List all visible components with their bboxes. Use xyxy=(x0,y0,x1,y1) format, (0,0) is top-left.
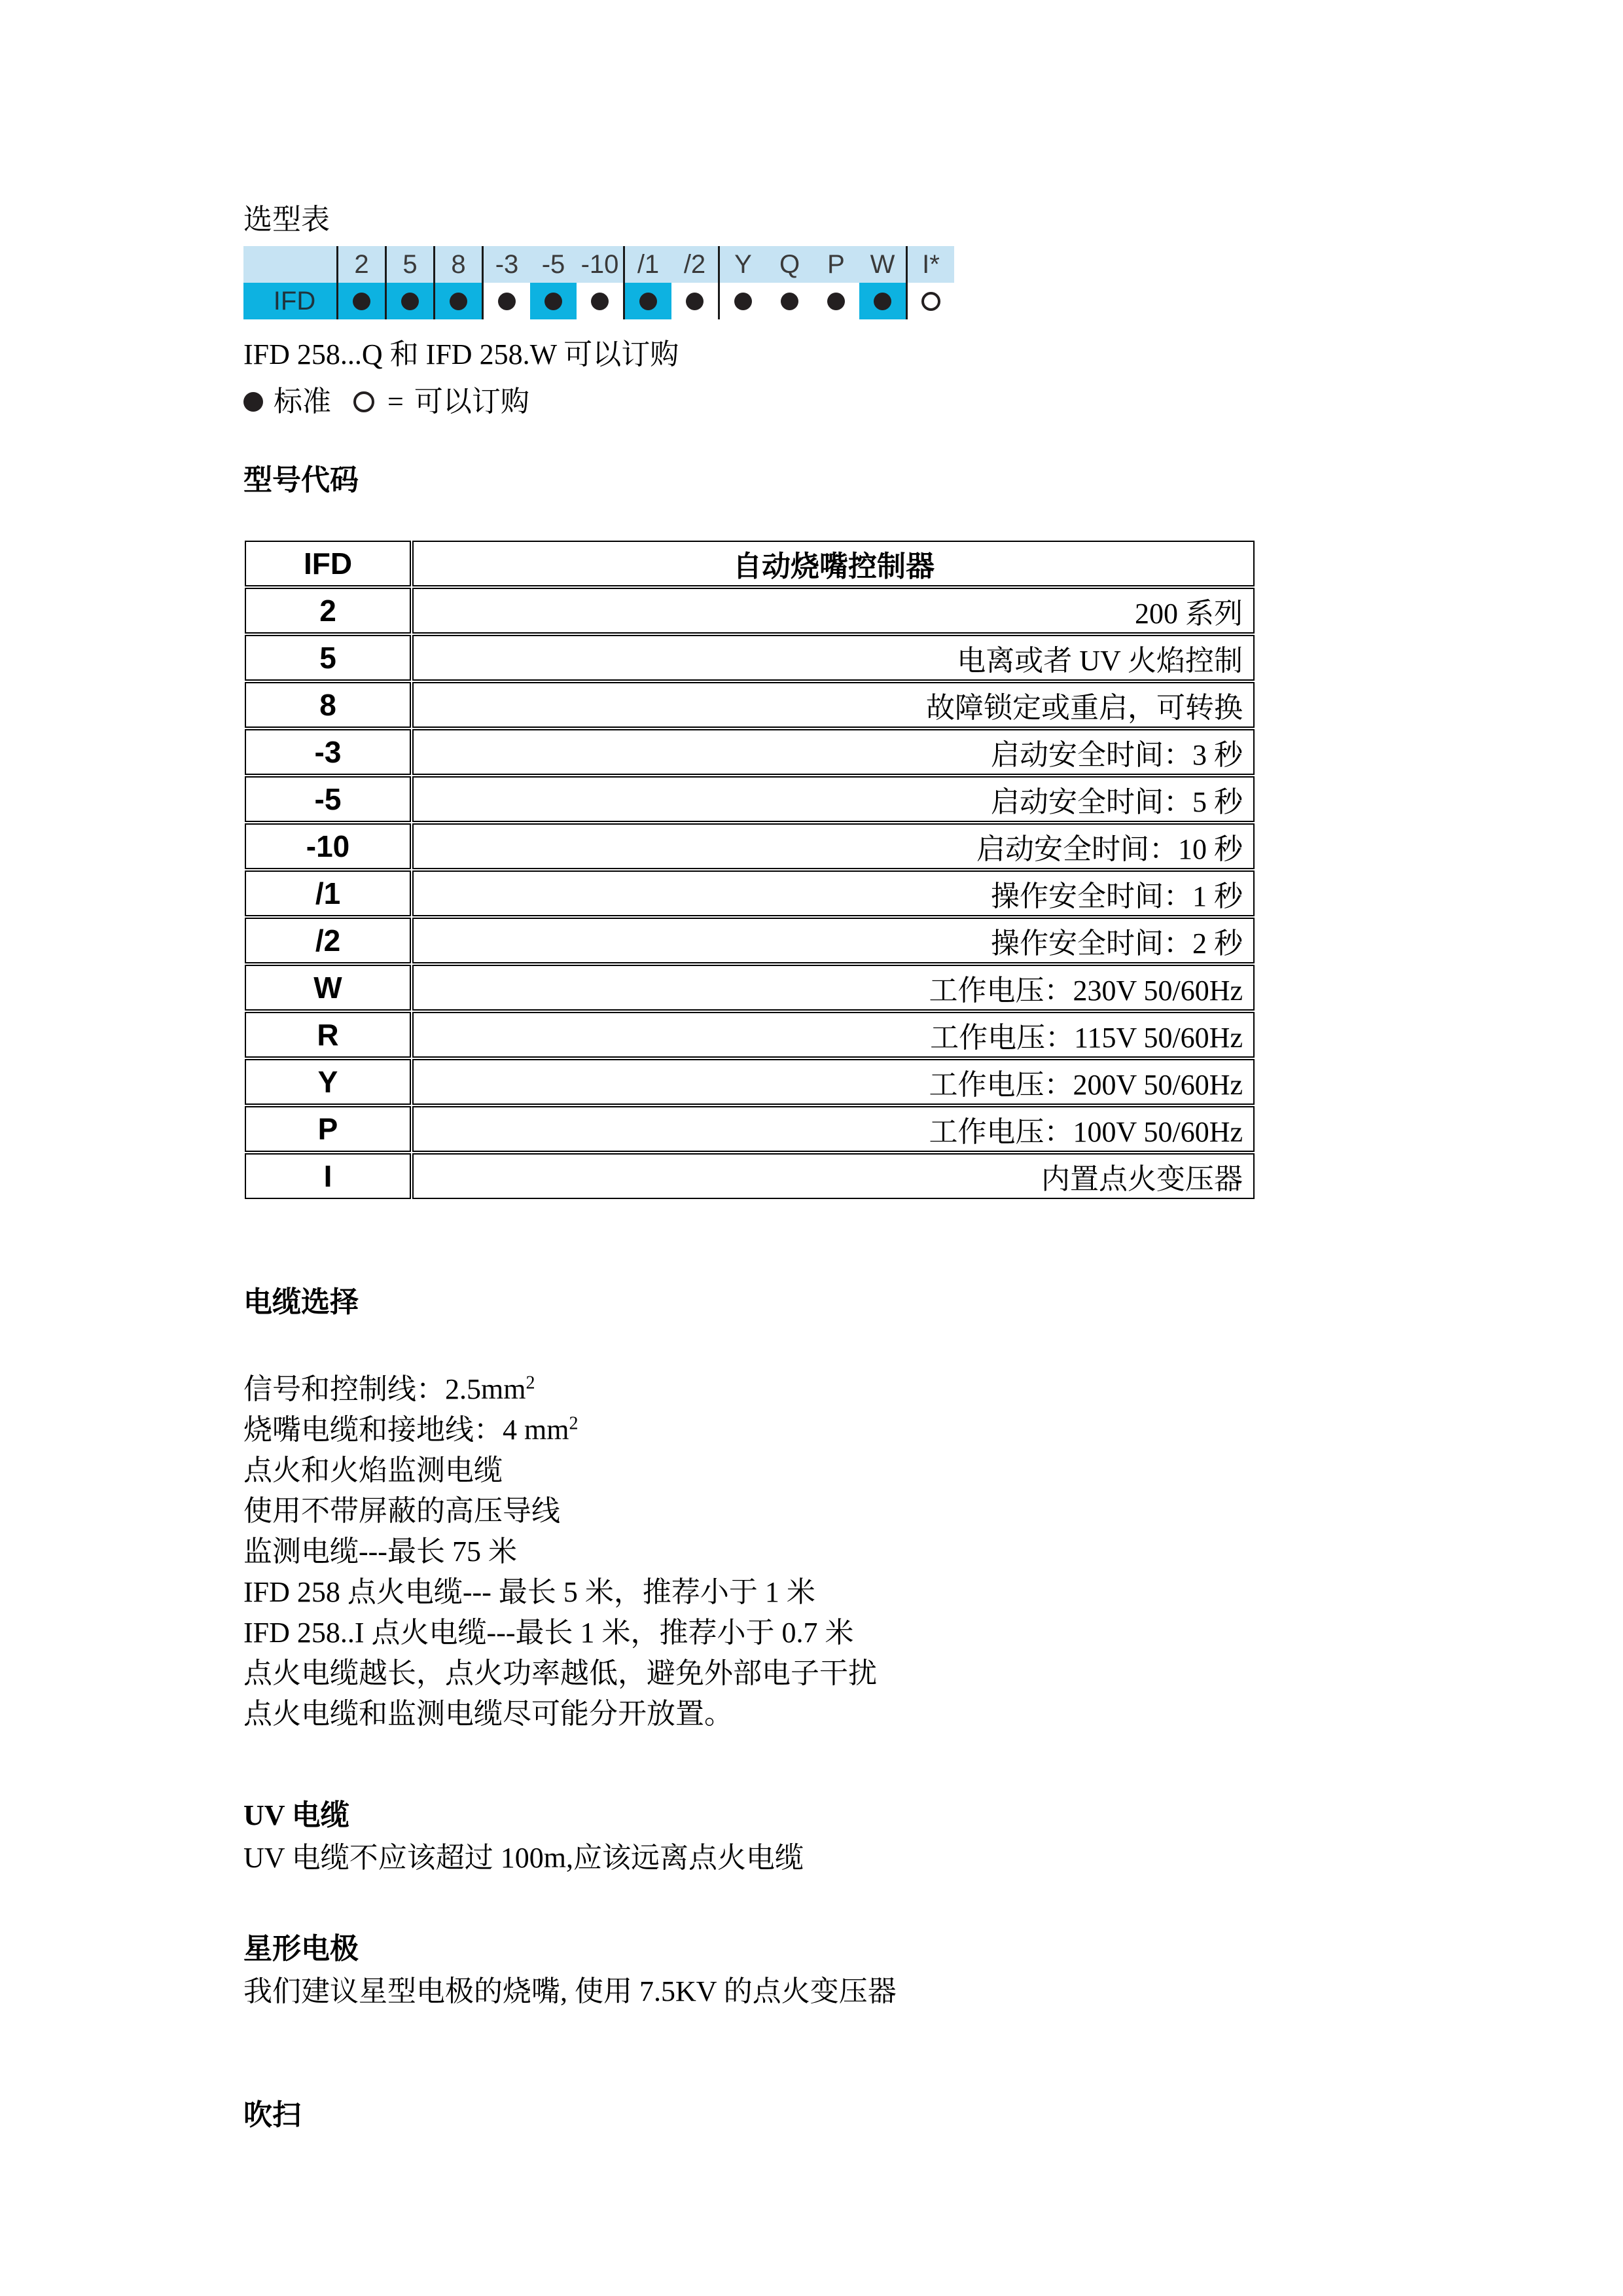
matrix-col-header-9: Q xyxy=(766,246,813,283)
cable-line-text: 烧嘴电缆和接地线：4 mm xyxy=(243,1414,569,1446)
cable-line-text: 点火和火焰监测电缆 xyxy=(243,1454,503,1486)
cable-line xyxy=(243,1532,1505,1572)
order-availability-note: IFD 258...Q 和 IFD 258.W 可以订购 xyxy=(243,338,679,370)
table-header-desc: 自动烧嘴控制器 xyxy=(412,541,1255,586)
type-selection-matrix xyxy=(243,246,954,319)
purge-heading: 吹扫 xyxy=(243,2099,301,2131)
table-row xyxy=(245,1059,1255,1105)
desc-cell: 内置点火变压器 xyxy=(412,1153,1255,1199)
matrix-dot-cell-9 xyxy=(766,283,813,319)
table-row xyxy=(245,1106,1255,1152)
desc-cell: 故障锁定或重启，可转换 xyxy=(412,682,1255,728)
superscript: 2 xyxy=(569,1413,579,1434)
code-cell: I xyxy=(245,1153,411,1199)
cable-line-text: 点火电缆和监测电缆尽可能分开放置。 xyxy=(243,1698,733,1730)
desc-cell: 工作电压：200V 50/60Hz xyxy=(412,1059,1255,1105)
desc-cell: 200 系列 xyxy=(412,588,1255,634)
dot-icon xyxy=(639,293,657,310)
code-cell: W xyxy=(245,965,411,1011)
code-cell: R xyxy=(245,1012,411,1058)
cable-line-text: 信号和控制线：2.5mm xyxy=(243,1373,526,1405)
matrix-col-header-4: -5 xyxy=(530,246,577,283)
code-cell: -3 xyxy=(245,729,411,775)
desc-cell: 工作电压：230V 50/60Hz xyxy=(412,965,1255,1011)
matrix-col-header-10: P xyxy=(813,246,859,283)
matrix-dot-cell-3 xyxy=(483,283,531,319)
dot-icon xyxy=(827,293,845,310)
table-row xyxy=(245,1012,1255,1058)
dot-icon xyxy=(544,293,562,310)
table-row xyxy=(245,588,1255,634)
table-row xyxy=(245,823,1255,869)
matrix-dot-cell-2 xyxy=(435,283,483,319)
cable-selection-heading: 电缆选择 xyxy=(243,1286,359,1318)
matrix-dot-cell-6 xyxy=(624,283,672,319)
matrix-col-header-2: 8 xyxy=(435,246,483,283)
desc-cell: 启动安全时间：5 秒 xyxy=(412,776,1255,822)
matrix-dot-cell-12 xyxy=(907,283,955,319)
table-row xyxy=(245,729,1255,775)
matrix-header-label-cell xyxy=(243,246,338,283)
dot-icon xyxy=(686,293,704,310)
cable-line-text: IFD 258 点火电缆--- 最长 5 米，推荐小于 1 米 xyxy=(243,1576,815,1608)
uv-cable-heading: UV 电缆 xyxy=(243,1799,349,1831)
selection-table-title: 选型表 xyxy=(243,204,330,236)
dot-icon xyxy=(401,293,419,310)
filled-circle-icon xyxy=(243,392,263,412)
table-row xyxy=(245,635,1255,681)
desc-cell: 启动安全时间：3 秒 xyxy=(412,729,1255,775)
matrix-col-header-8: Y xyxy=(719,246,767,283)
table-row xyxy=(245,965,1255,1011)
matrix-dot-cell-0 xyxy=(338,283,386,319)
dot-icon xyxy=(874,293,891,310)
legend-standard-label: 标准 xyxy=(274,386,331,418)
legend xyxy=(243,384,1505,420)
superscript: 2 xyxy=(526,1372,535,1393)
dot-icon xyxy=(353,293,370,310)
desc-cell: 电离或者 UV 火焰控制 xyxy=(412,635,1255,681)
matrix-data-row xyxy=(243,283,954,319)
matrix-col-header-11: W xyxy=(859,246,907,283)
cable-line xyxy=(243,1653,1505,1694)
matrix-col-header-3: -3 xyxy=(483,246,531,283)
code-cell: /2 xyxy=(245,918,411,963)
open-circle-icon xyxy=(353,391,374,412)
matrix-col-header-0: 2 xyxy=(338,246,386,283)
star-electrode-heading: 星形电极 xyxy=(243,1933,359,1965)
code-cell: 5 xyxy=(245,635,411,681)
desc-cell: 操作安全时间：1 秒 xyxy=(412,870,1255,916)
cable-line xyxy=(243,1491,1505,1532)
cable-line-text: 监测电缆---最长 75 米 xyxy=(243,1535,517,1568)
matrix-col-header-7: /2 xyxy=(671,246,719,283)
matrix-col-header-12: I* xyxy=(907,246,955,283)
cable-line xyxy=(243,1450,1505,1491)
table-row xyxy=(245,1153,1255,1199)
table-header-row xyxy=(245,541,1255,586)
cable-line xyxy=(243,1369,1505,1410)
table-header-code: IFD xyxy=(245,541,411,586)
cable-line-text: 点火电缆越长，点火功率越低，避免外部电子干扰 xyxy=(243,1657,877,1689)
dot-icon xyxy=(734,293,752,310)
cable-selection-body xyxy=(243,1369,1505,1734)
model-code-table xyxy=(243,539,1256,1200)
dot-icon xyxy=(921,292,940,311)
code-cell: 8 xyxy=(245,682,411,728)
dot-icon xyxy=(591,293,609,310)
table-row xyxy=(245,918,1255,963)
code-cell: 2 xyxy=(245,588,411,634)
dot-icon xyxy=(498,293,516,310)
matrix-header-row xyxy=(243,246,954,283)
code-cell: Y xyxy=(245,1059,411,1105)
model-code-heading: 型号代码 xyxy=(243,464,359,496)
cable-line-text: IFD 258..I 点火电缆---最长 1 米，推荐小于 0.7 米 xyxy=(243,1617,854,1649)
code-cell: -10 xyxy=(245,823,411,869)
cable-line xyxy=(243,1410,1505,1450)
dot-icon xyxy=(781,293,798,310)
desc-cell: 启动安全时间：10 秒 xyxy=(412,823,1255,869)
cable-line xyxy=(243,1694,1505,1734)
matrix-dot-cell-5 xyxy=(577,283,624,319)
matrix-dot-cell-10 xyxy=(813,283,859,319)
cable-line-text: 使用不带屏蔽的高压导线 xyxy=(243,1495,560,1527)
uv-cable-body: UV 电缆不应该超过 100m,应该远离点火电缆 xyxy=(243,1842,804,1874)
cable-line xyxy=(243,1613,1505,1653)
matrix-col-header-6: /1 xyxy=(624,246,672,283)
matrix-dot-cell-4 xyxy=(530,283,577,319)
legend-orderable-label: 可以订购 xyxy=(414,386,529,418)
dot-icon xyxy=(450,293,467,310)
code-cell: -5 xyxy=(245,776,411,822)
desc-cell: 工作电压：115V 50/60Hz xyxy=(412,1012,1255,1058)
matrix-row-label: IFD xyxy=(243,283,338,319)
matrix-col-header-1: 5 xyxy=(386,246,435,283)
table-row xyxy=(245,776,1255,822)
matrix-col-header-5: -10 xyxy=(577,246,624,283)
desc-cell: 工作电压：100V 50/60Hz xyxy=(412,1106,1255,1152)
star-electrode-body: 我们建议星型电极的烧嘴, 使用 7.5KV 的点火变压器 xyxy=(243,1975,897,2007)
code-cell: P xyxy=(245,1106,411,1152)
legend-equals-sign: = xyxy=(387,386,404,418)
matrix-dot-cell-8 xyxy=(719,283,767,319)
matrix-dot-cell-7 xyxy=(671,283,719,319)
code-cell: /1 xyxy=(245,870,411,916)
table-row xyxy=(245,682,1255,728)
cable-line xyxy=(243,1572,1505,1613)
desc-cell: 操作安全时间：2 秒 xyxy=(412,918,1255,963)
table-row xyxy=(245,870,1255,916)
matrix-dot-cell-1 xyxy=(386,283,435,319)
matrix-dot-cell-11 xyxy=(859,283,907,319)
